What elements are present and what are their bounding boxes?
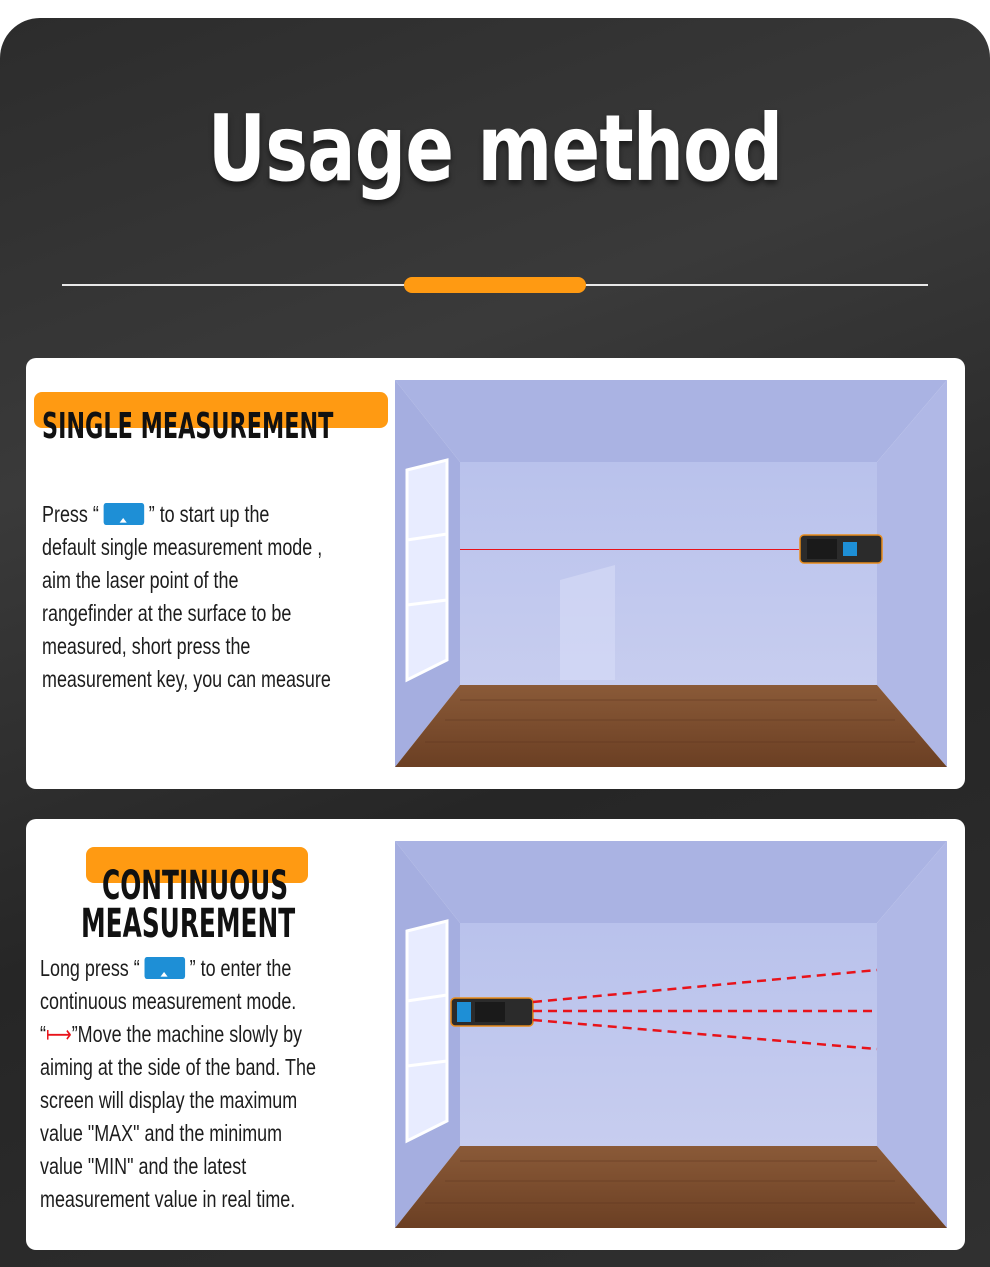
title-divider-accent xyxy=(404,277,586,293)
single-measurement-card xyxy=(26,358,965,789)
page-title: Usage method xyxy=(207,95,783,202)
single-measurement-heading: SINGLE MEASUREMENT xyxy=(42,406,334,447)
continuous-measurement-illustration xyxy=(395,841,947,1228)
continuous-measurement-heading-line2: MEASUREMENT xyxy=(81,901,296,947)
measure-key-icon xyxy=(144,957,185,979)
single-measurement-illustration xyxy=(395,380,947,767)
continuous-measurement-heading-line1: CONTINUOUS xyxy=(102,863,289,909)
continuous-measurement-text: Long press “⏶ ” to enter the continuous measurement mode. “⟼”Move the machine slowly by aiming at the side of the band. The screen will display the maximum value "MAX" and the minimum value "MIN" and the latest measurement value in real time. xyxy=(40,952,383,1216)
single-measurement-text: Press “⏶ ” to start up the default single measurement mode , aim the laser point of the rangefinder at the surface to be measured, short press the measurement key, you can measure xyxy=(42,498,416,696)
continuous-measurement-card xyxy=(26,819,965,1250)
continuous-measure-icon: ⟼ xyxy=(45,1021,72,1047)
measure-key-icon xyxy=(103,503,144,525)
